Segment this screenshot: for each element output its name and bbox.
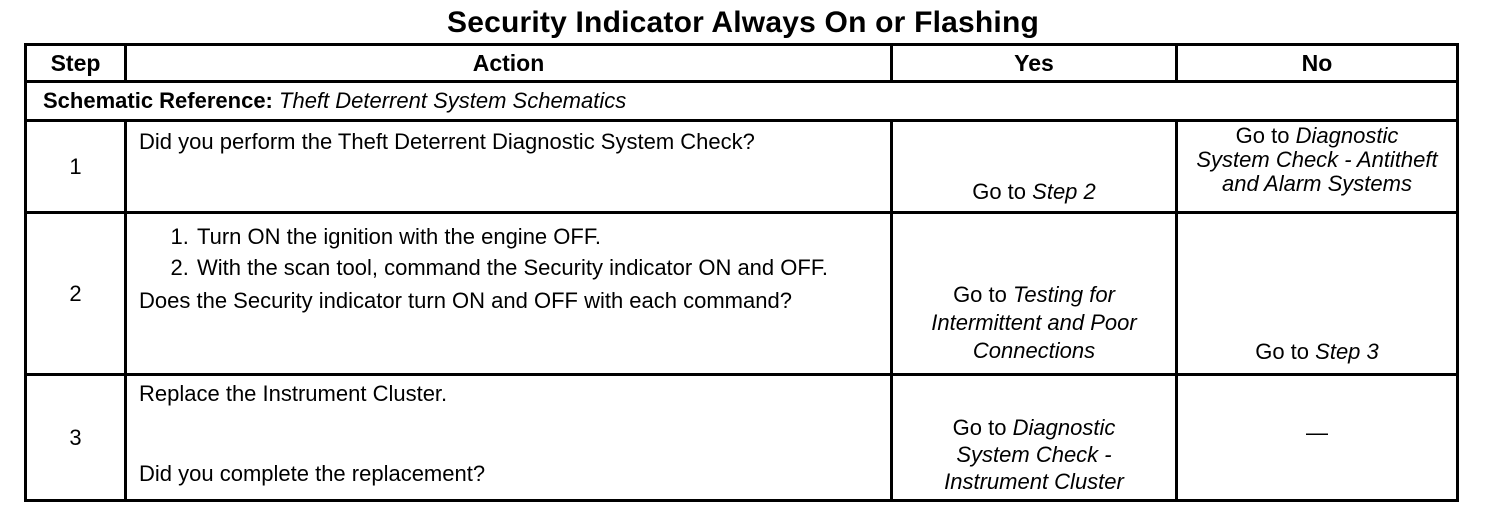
diagnostic-table bbox=[24, 43, 1459, 502]
yes-link-line-3[interactable]: Instrument Cluster bbox=[944, 469, 1124, 494]
action-text: Did you perform the Theft Deterrent Diagnostic System Check? bbox=[139, 129, 755, 154]
yes-prefix: Go to bbox=[972, 179, 1027, 204]
action-cell bbox=[126, 375, 892, 501]
step-number: 3 bbox=[26, 375, 126, 501]
schematic-reference bbox=[26, 82, 1458, 121]
yes-link-line-2[interactable]: System Check - bbox=[956, 442, 1112, 467]
header-step: Step bbox=[26, 45, 126, 82]
no-link-line-3[interactable]: and Alarm Systems bbox=[1222, 171, 1412, 196]
table-row bbox=[26, 121, 1458, 213]
yes-prefix: Go to bbox=[953, 282, 1007, 307]
schematic-row bbox=[26, 82, 1458, 121]
action-step-item: 1. Turn ON the ignition with the engine OFF. bbox=[195, 222, 880, 252]
step-number: 2 bbox=[26, 213, 126, 375]
yes-cell bbox=[892, 121, 1177, 213]
page-title: Security Indicator Always On or Flashing bbox=[446, 6, 1040, 39]
yes-link-line-1[interactable]: Diagnostic bbox=[1012, 415, 1116, 440]
schematic-label: Schematic Reference: bbox=[43, 88, 273, 113]
no-cell bbox=[1177, 121, 1458, 213]
no-value: — bbox=[1306, 420, 1328, 445]
action-step-item: 2. With the scan tool, command the Security indicator ON and OFF. bbox=[195, 254, 880, 282]
no-link[interactable]: Step 3 bbox=[1315, 339, 1379, 364]
yes-link-line-2[interactable]: Intermittent and Poor bbox=[931, 310, 1137, 335]
action-question: Does the Security indicator turn ON and OFF with each command? bbox=[139, 288, 792, 313]
action-steps bbox=[139, 222, 880, 282]
yes-link-line-1[interactable]: Testing for bbox=[1013, 282, 1115, 307]
header-yes: Yes bbox=[892, 45, 1177, 82]
no-prefix: Go to bbox=[1255, 339, 1310, 364]
action-question: Did you complete the replacement? bbox=[139, 461, 486, 486]
yes-cell bbox=[892, 375, 1177, 501]
action-cell bbox=[126, 121, 892, 213]
no-link-line-2[interactable]: System Check - Antitheft bbox=[1196, 147, 1438, 172]
header-no: No bbox=[1177, 45, 1458, 82]
table-row bbox=[26, 213, 1458, 375]
header-row bbox=[26, 45, 1458, 82]
yes-cell bbox=[892, 213, 1177, 375]
no-cell bbox=[1177, 375, 1458, 501]
yes-prefix: Go to bbox=[952, 415, 1007, 440]
no-prefix: Go to bbox=[1235, 123, 1290, 148]
action-text: Replace the Instrument Cluster. bbox=[139, 381, 448, 406]
action-cell bbox=[126, 213, 892, 375]
no-link-line-1[interactable]: Diagnostic bbox=[1295, 123, 1399, 148]
yes-link[interactable]: Step 2 bbox=[1032, 179, 1096, 204]
no-cell bbox=[1177, 213, 1458, 375]
step-number: 1 bbox=[26, 121, 126, 213]
header-action: Action bbox=[126, 45, 892, 82]
yes-link-line-3[interactable]: Connections bbox=[972, 338, 1096, 363]
schematic-link[interactable]: Theft Deterrent System Schematics bbox=[279, 88, 627, 113]
table-row bbox=[26, 375, 1458, 501]
